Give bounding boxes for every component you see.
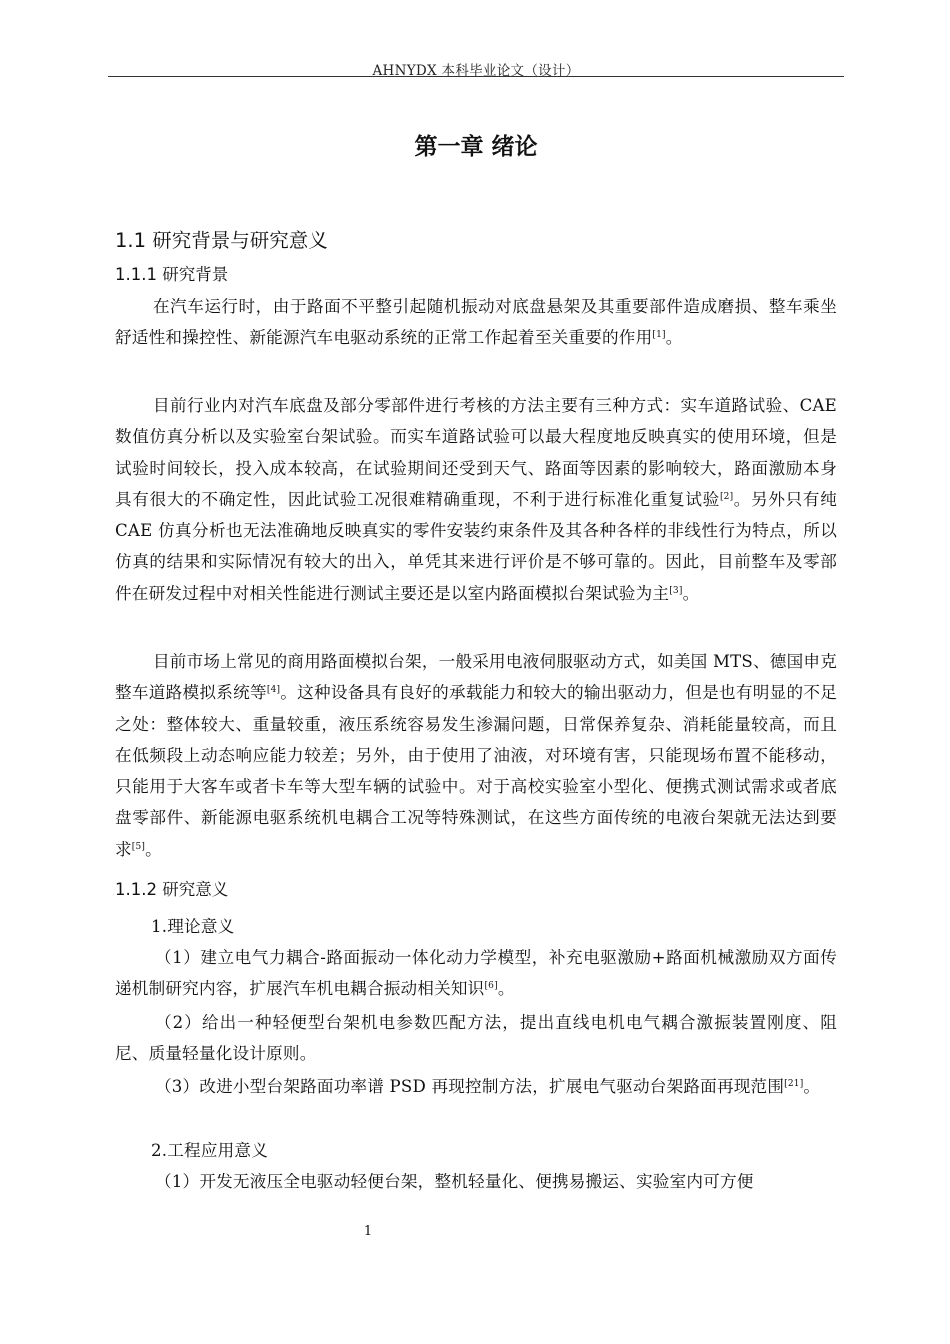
theory-item-1: （1）建立电气力耦合-路面振动一体化动力学模型，补充电驱激励+路面机械激励双方面传递机制研究内容，扩展汽车机电耦合振动相关知识[6]。: [115, 948, 837, 999]
paragraph-background-1: 在汽车运行时，由于路面不平整引起随机振动对底盘悬架及其重要部件造成磨损、整车乘坐舒适性和操控性、新能源汽车电驱动系统的正常工作起着至关重要的作用[1]。: [115, 297, 837, 348]
citation[interactable]: [2]: [719, 491, 734, 502]
section-heading-1-1-2: 1.1.2 研究意义: [115, 880, 229, 899]
page-number: 1: [363, 1224, 373, 1239]
paragraph-background-2: 目前行业内对汽车底盘及部分零部件进行考核的方法主要有三种方式：实车道路试验、CAE 数值仿真分析以及实验室台架试验。而实车道路试验可以最大程度地反映真实的使用环境，但是试验时间较长，投入成本较高，在试验期间还受到天气、路面等因素的影响较大，路面激励本身具有很大的不确定性，因此试验工况很难精确重现，不利于进行标准化重复试验[2]。另外只有纯 CAE 仿真分析也无法准确地反映真实的零件安装约束条件及其各种各样的非线性行为特点，所以仿真的结果和实际情况有较大的出入，单凭其来进行评价是不够可靠的。因此，目前整车及零部件在研发过程中对相关性能进行测试主要还是以室内路面模拟台架试验为主[3]。: [115, 396, 837, 603]
section-heading-1-1: 1.1 研究背景与研究意义: [115, 229, 328, 252]
citation[interactable]: [1]: [652, 330, 666, 341]
theory-significance-title: 1.理论意义: [151, 917, 235, 936]
engineering-item-1: （1）开发无液压全电驱动轻便台架，整机轻量化、便携易搬运、实验室内可方便: [155, 1172, 754, 1191]
engineering-significance-title: 2.工程应用意义: [151, 1141, 268, 1160]
running-header: AHNYDX 本科毕业论文（设计）: [372, 63, 580, 79]
section-heading-1-1-1: 1.1.1 研究背景: [115, 265, 229, 284]
theory-item-2: （2）给出一种轻便型台架机电参数匹配方法，提出直线电机电气耦合激振装置刚度、阻尼、质量轻量化设计原则。: [115, 1013, 837, 1064]
header-rule: [108, 76, 844, 77]
citation[interactable]: [3]: [669, 585, 683, 596]
paragraph-background-3: 目前市场上常见的商用路面模拟台架，一般采用电液伺服驱动方式，如美国 MTS、德国申克整车道路模拟系统等[4]。这种设备具有良好的承载能力和较大的输出驱动力，但是也有明显的不足之处：整体较大、重量较重，液压系统容易发生渗漏问题，日常保养复杂、消耗能量较高，而且在低频段上动态响应能力较差；另外，由于使用了油液，对环境有害，只能现场布置不能移动，只能用于大客车或者卡车等大型车辆的试验中。对于高校实验室小型化、便携式测试需求或者底盘零部件、新能源电驱系统机电耦合工况等特殊测试，在这些方面传统的电液台架就无法达到要求[5]。: [115, 652, 837, 859]
chapter-title: 第一章 绪论: [414, 134, 538, 160]
citation[interactable]: [5]: [131, 841, 146, 852]
citation[interactable]: [6]: [484, 981, 498, 992]
citation[interactable]: [21]: [784, 1079, 804, 1089]
theory-item-3: （3）改进小型台架路面功率谱 PSD 再现控制方法，扩展电气驱动台架路面再现范围[21]。: [155, 1077, 821, 1096]
citation[interactable]: [4]: [266, 685, 281, 696]
